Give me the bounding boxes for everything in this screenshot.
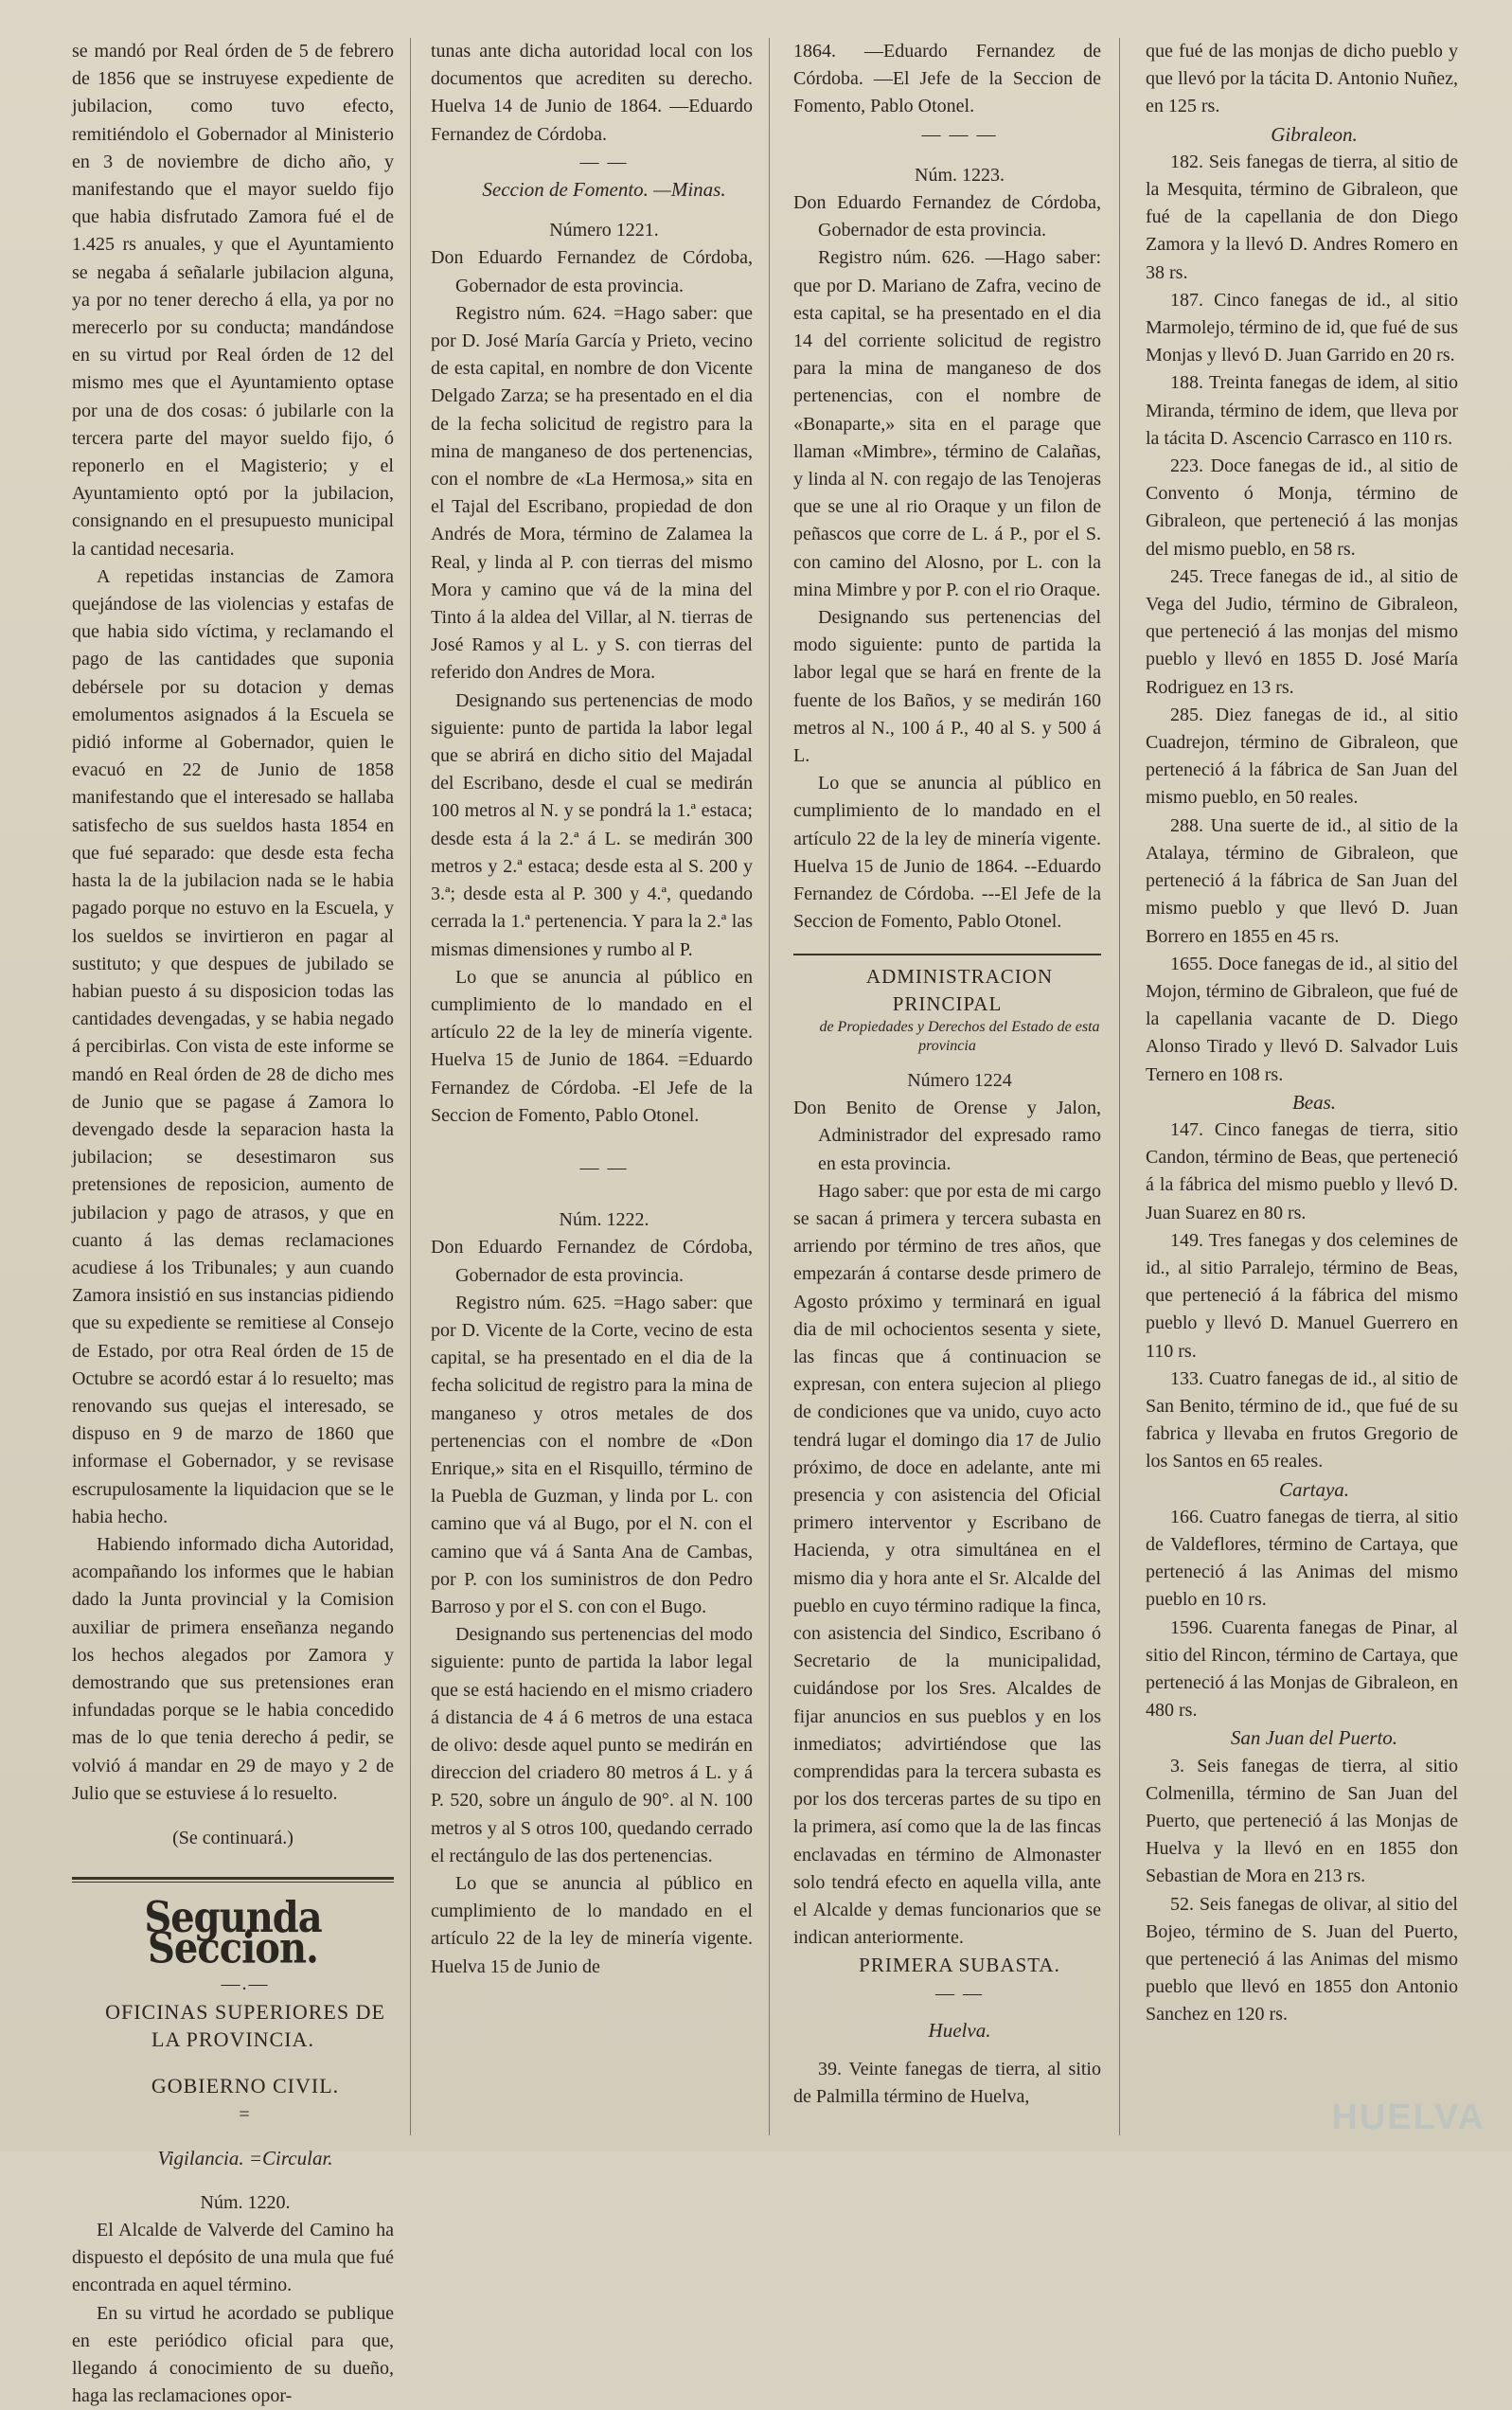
official-line: Don Eduardo Fernandez de Córdoba, Gobernador de esta provincia. <box>431 247 753 296</box>
paragraph: 285. Diez fanegas de id., al sitio Cuadrejon, término de Gibraleon, que perteneció á la fábrica de San Juan del mismo pueblo, en 50 reales. <box>1146 704 1458 809</box>
paragraph: 52. Seis fanegas de olivar, al sitio del Bojeo, término de S. Juan del Puerto, que perteneció á las Animas del mismo pueblo que llevó en 1855 don Antonio Sanchez en 120 rs. <box>1146 1893 1458 2026</box>
paragraph: 1864. —Eduardo Fernandez de Córdoba. —El Jefe de la Seccion de Fomento, Pablo Otonel. <box>793 41 1101 117</box>
paragraph: Designando sus pertenencias del modo siguiente: punto de partida la labor legal que se hará en frente de la fuente de los Baños, y se medirán 160 metros al N., 100 á P., 40 al S. y 500 á L. <box>793 607 1101 767</box>
paragraph: Lo que se anuncia al público en cumplimiento de lo mandado en el artículo 22 de la ley de minería vigente. Huelva 15 de Junio de 1864. --Eduardo Fernandez de Córdoba. ---El Jefe de la Seccion de Fomento, Pablo Otonel. <box>793 773 1101 933</box>
paragraph: Registro núm. 626. —Hago saber: que por D. Mariano de Zafra, vecino de esta capital, se ha presentado en el dia 14 del corriente solicitud de registro para la mina de manganeso de dos pertenencias, con el nombre de «Bonaparte,» sita en el parage que llaman «Mimbre», término de Calañas, y linda al N. con regajo de las Tenojeras que se une al rio Oraque y un filon de peñascos que corre de L. á P., por el S. con camino del Alosno, por L. con la mina Mimbre y por P. con el rio Oraque. <box>793 247 1101 600</box>
town-heading: Huelva. <box>928 2018 991 2042</box>
paragraph: se mandó por Real órden de 5 de febrero de 1856 que se instruyese expediente de jubilacion, como tuvo efecto, remitiéndolo el Gobernador al Ministerio en 3 de noviembre de dicho año, y manifestando que el mayor sueldo fijo que habia disfrutado Zamora fué el de 1.425 rs anuales, y que el Ayuntamiento se negaba á señalarle jubilacion alguna, ya por no tener derecho á ella, ya por no merecerlo por su conducta; mandándose en su virtud por Real órden de 12 del mismo mes que el Ayuntamiento optase por una de dos cosas: ó jubilarle con la tercera parte del mayor sueldo fijo, ó reponerlo en el Magisterio; y el Ayuntamiento optó por la jubilacion, consignando en el presupuesto municipal la cantidad necesaria. <box>72 41 394 560</box>
admin-rule <box>793 954 1101 955</box>
admin-subheading: de Propiedades y Derechos del Estado de esta provincia <box>819 1018 1100 1054</box>
column-rule <box>410 38 411 2135</box>
notice-number: Núm. 1223. <box>915 164 1005 186</box>
paragraph: Hago saber: que por esta de mi cargo se sacan á primera y tercera subasta en arriendo por término de tres años, que empezarán á contarse desde primero de Agosto próximo y terminará en igual dia de mil ochocientos sesenta y siete, las fincas que á continuacion se expresan, con entera sujecion al pliego de condiciones que va unido, cuyo acto tendrá lugar el domingo dia 17 de Julio próximo, de doce en adelante, ante mi presencia y con asistencia del Oficial primero interventor y Escribano de Hacienda, y otra simultánea en el mismo dia y hora ante el Sr. Alcalde del pueblo en cuyo término radique la finca, con asistencia del Sindico, Escribano ó Secretario de la municipalidad, cuidándose por los Sres. Alcaldes de fijar anuncios en sus pueblos y en los inmediatos; advirtiéndose que las comprendidas para la tercera subasta es por los dos terceras partes de su tipo en la primera, así como que la de las fincas enclavadas en término de Almonaster solo tendrá efecto en aquella villa, ante el Alcalde y demas funcionarios que se indican anteriormente. <box>793 1180 1101 1949</box>
paragraph: 149. Tres fanegas y dos celemines de id., al sitio Parralejo, término de Beas, que perteneció á la fábrica del mismo pueblo y llevó D. Manuel Guerrero en 110 rs. <box>1146 1229 1458 1362</box>
paragraph: 147. Cinco fanegas de tierra, sitio Candon, término de Beas, que perteneció á la fábrica del mismo pueblo y llevó D. Juan Suarez en 80 rs. <box>1146 1118 1458 1223</box>
column-3 <box>793 38 1101 2135</box>
separator: — — <box>579 1156 629 1178</box>
vigilance-heading: Vigilancia. =Circular. <box>157 2146 333 2169</box>
paragraph: Designando sus pertenencias de modo siguiente: punto de partida la labor legal que se abrirá en dicho sitio del Majadal del Escribano, desde el cual se medirán 100 metros al N. y se pondrá la 1.ª estaca; desde esta á la 2.ª á L. se medirán 300 metros y 2.ª estaca; desde esta al S. 200 y 3.ª; desde esta al P. 300 y 4.ª, quedando cerrada la 1.ª pertenencia. Y para la 2.ª las mismas dimensiones y rumbo al P. <box>431 689 753 960</box>
paragraph: 133. Cuatro fanegas de id., al sitio de San Benito, término de id., que fué de su fabrica y llevaba en frutos Gregorio de los Santos en 65 reales. <box>1146 1367 1458 1473</box>
official-line: Don Eduardo Fernandez de Córdoba, Gobernador de esta provincia. <box>431 1237 753 1286</box>
paragraph: 245. Trece fanegas de id., al sitio de Vega del Judio, término de Gibraleon, que perteneció á las monjas del mismo pueblo y llevó en 1855 D. José María Rodriguez en 13 rs. <box>1146 565 1458 698</box>
paragraph: Lo que se anuncia al público en cumplimiento de lo mandado en el artículo 22 de la ley de minería vigente. Huelva 15 de Junio de <box>431 1873 753 1977</box>
admin-heading: ADMINISTRACION PRINCIPAL <box>865 964 1054 1015</box>
paragraph: 1596. Cuarenta fanegas de Pinar, al sitio del Rincon, término de Cartaya, que perteneció á las Monjas de Gibraleon, en 480 rs. <box>1146 1616 1458 1722</box>
column-2 <box>431 38 753 2135</box>
section-title: Segunda Seccion. <box>144 1892 322 1973</box>
notice-number: Núm. 1220. <box>200 2191 291 2213</box>
paragraph: 187. Cinco fanegas de id., al sitio Marmolejo, término de id, que fué de sus Monjas y llevó D. Juan Garrido en 20 rs. <box>1146 289 1458 366</box>
separator: = <box>239 2104 252 2126</box>
paragraph: 39. Veinte fanegas de tierra, al sitio de Palmilla término de Huelva, <box>793 2059 1101 2108</box>
town-heading: Beas. <box>1291 1090 1337 1114</box>
fomento-heading: Seccion de Fomento. —Minas. <box>482 178 726 202</box>
paragraph: que fué de las monjas de dicho pueblo y que llevó por la tácita D. Antonio Nuñez, en 125 rs. <box>1146 41 1458 117</box>
paragraph: tunas ante dicha autoridad local con los documentos que acrediten su derecho. Huelva 14 de Junio de 1864. —Eduardo Fernandez de Córdoba. <box>431 41 753 145</box>
paragraph: 166. Cuatro fanegas de tierra, al sitio de Valdeflores, término de Cartaya, que perteneció á las Animas del mismo pueblo en 10 rs. <box>1146 1506 1458 1611</box>
town-heading: Gibraleon. <box>1271 122 1358 146</box>
paragraph: Registro núm. 625. =Hago saber: que por D. Vicente de la Corte, vecino de esta capital, se ha presentado en el dia de la fecha solicitud de registro para la mina de manganeso y otros metales de dos pertenencias con el nombre de «Don Enrique,» sita en el Risquillo, término de la Puebla de Guzman, y linda por L. con camino que vá al Bugo, por el N. con el camino que vá á Santa Ana de Cambas, por P. con los suministros de don Pedro Barroso y por el S. con con el Bugo. <box>431 1292 753 1617</box>
separator: — — <box>935 1982 984 2004</box>
notice-number: Número 1221. <box>549 220 659 241</box>
paragraph: Lo que se anuncia al público en cumplimiento de lo mandado en el artículo 22 de la ley de minería vigente. Huelva 15 de Junio de 1864. =Eduardo Fernandez de Córdoba. -El Jefe de la Seccion de Fomento, Pablo Otonel. <box>431 966 753 1126</box>
paragraph: 223. Doce fanegas de id., al sitio de Convento ó Monja, término de Gibraleon, que perteneció á las monjas del mismo pueblo, en 58 rs. <box>1146 455 1458 560</box>
notice-number: Núm. 1222. <box>559 1209 649 1231</box>
paragraph: A repetidas instancias de Zamora quejándose de las violencias y estafas de que habia sido víctima, y reclamando el pago de las cantidades que suponia debérsele por su dotacion y demas emolumentos asignados á la Escuela se pidió informe al Gobernador, quien le evacuó en 22 de Junio de 1858 manifestando que el interesado se hallaba satisfecho de sus sueldos hasta 1854 en que fué separado: que desde esta fecha hasta la de la jubilacion nada se le habia pagado porque no estuvo en la Escuela, y los sueldos se invirtieron en pagar al sustituto; y que despues de jubilado se habian puesto á su disposicion todas las cantidades devengadas, y se habia negado á percibirlas. Con vista de este informe se mandó en Real órden de 28 de dicho mes de Junio que se pagase á Zamora lo devengado desde la separacion hasta la jubilacion; se desestimaron sus pretensiones de reposicion, aumento de jubilacion y pago de atrasos, y que en cuanto á las demas reclamaciones acudiese á los Tribunales; y aun cuando Zamora insistió en sus instancias pidiendo que su expediente se remitiese al Consejo de Estado, por otra Real órden de 15 de Octubre se acordó estar á lo resuelto; mas renovando sus quejas el interesado, se dispuso en 9 de marzo de 1860 que informase el Gobernador, y se revisase escrupulosamente la liquidacion que se le habia hecho. <box>72 565 394 1527</box>
paragraph: 3. Seis fanegas de tierra, al sitio Colmenilla, término de San Juan del Puerto, que perteneció á las Monjas de Huelva y la llevó en en 1855 don Sebastian de Mora en 213 rs. <box>1146 1755 1458 1887</box>
column-4 <box>1146 38 1458 2135</box>
separator: —.— <box>221 1973 270 1994</box>
government-heading: GOBIERNO CIVIL. <box>151 2074 340 2098</box>
official-line: Don Benito de Orense y Jalon, Administrador del expresado ramo en esta provincia. <box>793 1098 1101 1174</box>
paragraph: 188. Treinta fanegas de idem, al sitio Miranda, término de idem, que lleva por la tácita D. Ascencio Carrasco en 110 rs. <box>1146 372 1458 449</box>
paragraph: Registro núm. 624. =Hago saber: que por D. José María García y Prieto, vecino de esta capital, en nombre de don Vicente Delgado Zarza; se ha presentado en el dia de la fecha solicitud de registro para la mina de manganeso de dos pertenencias, con el nombre de «La Hermosa,» sita en el Tajal del Escribano, propiedad de don Andrés de Mora, término de Zalamea la Real, y linda al P. con tierras del mismo Mora y camino que vá de la mina del Tinto á la aldea del Villar, al N. tierras de José Ramos y al L. y S. con tierras del referido don Andres de Mora. <box>431 302 753 684</box>
paragraph: En su virtud he acordado se publique en este periódico oficial para que, llegando á conocimiento de su dueño, haga las reclamaciones opor- <box>72 2302 394 2407</box>
section-rule <box>72 1877 394 1883</box>
town-heading: San Juan del Puerto. <box>1230 1726 1398 1750</box>
paragraph: 182. Seis fanegas de tierra, al sitio de la Mesquita, término de Gibraleon, que fué de la capellania de don Diego Zamora y la llevó D. Andres Romero en 38 rs. <box>1146 151 1458 283</box>
notice-number: Número 1224 <box>907 1069 1012 1091</box>
column-rule <box>769 38 770 2135</box>
separator: — — — <box>921 123 998 145</box>
separator: — — <box>579 151 629 172</box>
continuation-note: (Se continuará.) <box>172 1828 294 1848</box>
paragraph: 1655. Doce fanegas de id., al sitio del Mojon, término de Gibraleon, que fué de la capellania vacante de D. Diego Alonso Tirado y llevó D. Salvador Luis Ternero en 108 rs. <box>1146 953 1458 1085</box>
auction-heading: PRIMERA SUBASTA. <box>859 1954 1060 1977</box>
paragraph: El Alcalde de Valverde del Camino ha dispuesto el depósito de una mula que fué encontrada en aquel término. <box>72 2220 394 2296</box>
paragraph: Designando sus pertenencias del modo siguiente: punto de partida la labor legal que se está haciendo en el mismo criadero á distancia de 4 á 6 metros de una estaca de olivo: desde aquel punto se medirán en direccion del criadero 80 metros á L. y á P. 520, sobre un ángulo de 90°. al N. 100 metros y al S otros 100, quedando cerrado el rectángulo de las dos pertenencias. <box>431 1624 753 1866</box>
town-heading: Cartaya. <box>1278 1477 1350 1501</box>
column-1 <box>72 38 394 2407</box>
paragraph: Habiendo informado dicha Autoridad, acompañando los informes que le habian dado la Junta provincial y la Comision auxiliar de primera enseñanza negando los hechos alegados por Zamora y demostrando que sus pretensiones eran infundadas porque se le habia concedido mas de lo que tenia derecho á pedir, se volvió á mandar en 29 de mayo y 2 de Julio que se estuviese á lo resuelto. <box>72 1533 394 1804</box>
archive-watermark: HUELVA <box>1331 2098 1485 2137</box>
paragraph: 288. Una suerte de id., al sitio de la Atalaya, término de Gibraleon, que perteneció á la fábrica de San Juan del mismo pueblo y que llevó D. Juan Borrero en 1855 en 45 rs. <box>1146 814 1458 947</box>
column-rule <box>1119 38 1120 2135</box>
offices-heading: OFICINAS SUPERIORES DE LA PROVINCIA. <box>105 1999 385 2052</box>
official-line: Don Eduardo Fernandez de Córdoba, Gobernador de esta provincia. <box>793 192 1101 241</box>
